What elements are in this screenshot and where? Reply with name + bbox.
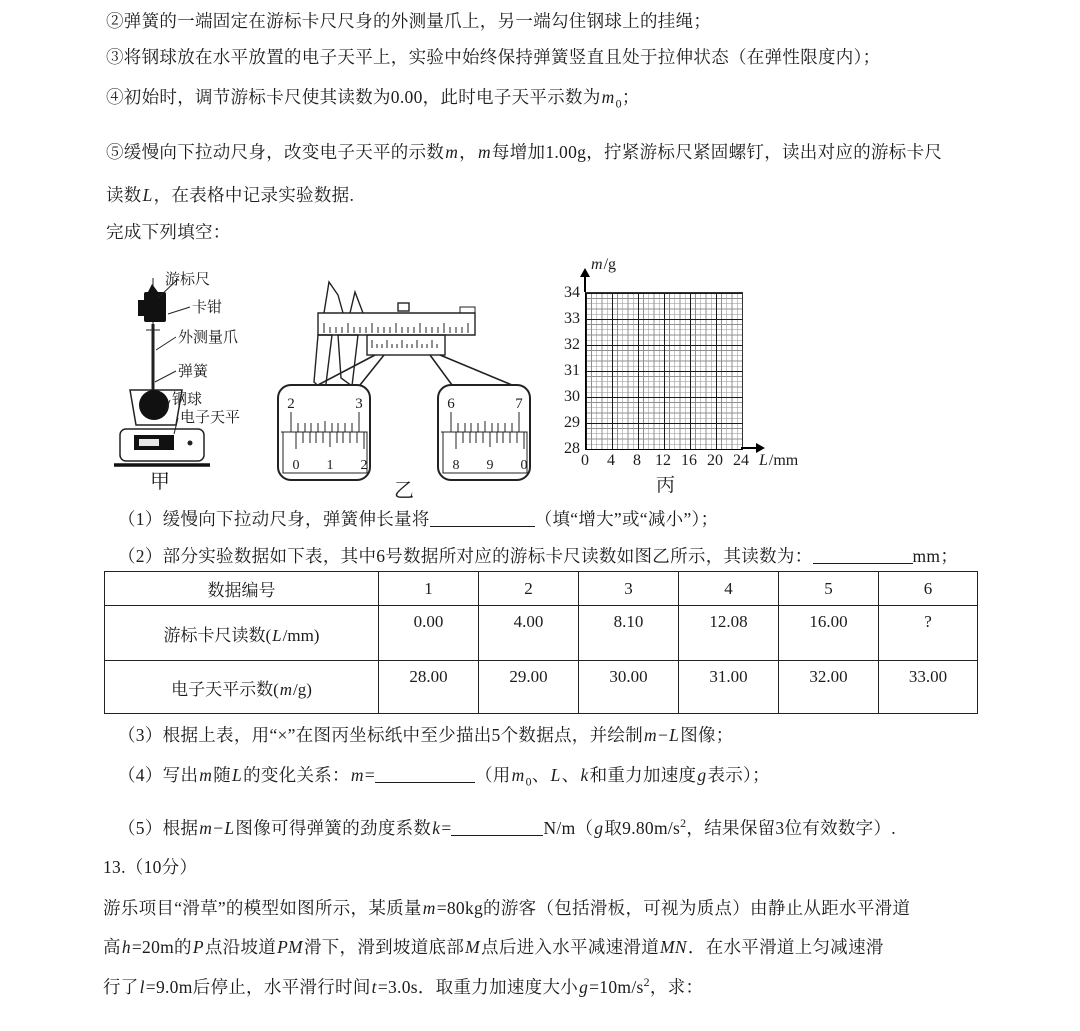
caliper-body-icon (144, 292, 166, 322)
table-cell: 16.00 (779, 606, 879, 661)
beam-scale-ticks (324, 323, 468, 333)
text-segment: ； (621, 87, 640, 107)
paragraph-step3 (106, 44, 880, 69)
text-segment: （1）缓慢向下拉动尺身，弹簧伸长量将 (118, 509, 430, 529)
text-segment: ②弹簧的一端固定在游标卡尺尺身的外测量爪上，另一端勾住钢球上的挂绳； (106, 11, 712, 31)
text-segment: 、 (531, 765, 550, 785)
table-cell: 33.00 (879, 661, 978, 714)
text-segment: =20m的 (131, 937, 192, 957)
steel-ball-icon (139, 390, 169, 420)
text-segment: 0 (525, 774, 532, 789)
text-segment: g (579, 977, 589, 997)
table-row (105, 661, 978, 714)
figure-bing-graph (556, 256, 836, 496)
text-segment: 滑下，滑到坡道底部 (303, 937, 465, 957)
text-segment: =3.0s．取重力加速度大小 (377, 977, 579, 997)
text-segment: 每增加1.00g，拧紧游标尺紧固螺钉，读出对应的游标卡尺 (491, 142, 943, 162)
label-spring: 弹簧 (178, 364, 209, 380)
text-segment: MN (660, 937, 687, 957)
question-3 (118, 722, 734, 747)
vernier-number: 2 (360, 458, 368, 473)
text-segment: 表示）； (707, 765, 770, 785)
text-segment: m (445, 142, 459, 162)
text-segment: ④初始时，调节游标卡尺使其读数为0.00，此时电子天平示数为 (106, 87, 601, 107)
y-tick: 29 (564, 414, 580, 431)
text-segment: = (441, 818, 452, 838)
callout-line (360, 355, 384, 385)
text-segment: L (224, 818, 235, 838)
problem-13-line3 (103, 974, 703, 999)
text-segment: L (142, 185, 153, 205)
paragraph-step5-line2 (106, 182, 354, 207)
table-cell: 4.00 (479, 606, 579, 661)
text-segment: 2 (643, 975, 650, 990)
text-segment: = (364, 765, 375, 785)
vernier-number: 0 (520, 458, 528, 473)
leader-line (156, 337, 176, 350)
upper-movable-jaw (350, 292, 363, 313)
text-segment: m (511, 765, 525, 785)
text-segment: PM (277, 937, 303, 957)
answer-blank (430, 511, 535, 527)
text-segment: 高 (103, 937, 121, 957)
y-tick: 32 (564, 336, 580, 353)
text-segment: （填“增大”或“减小”）； (534, 509, 719, 529)
paragraph-complete-blanks (106, 219, 231, 244)
vernier-number: 9 (486, 458, 494, 473)
y-axis-label (590, 256, 616, 274)
text-segment: k (432, 818, 441, 838)
text-segment: 、 (561, 765, 580, 785)
caption-jia: 甲 (150, 471, 170, 493)
table-cell: ? (879, 606, 978, 661)
table-header-cell: 1 (379, 572, 479, 606)
text-segment: 图像； (680, 725, 734, 745)
text-segment: /mm) (282, 625, 320, 645)
table-cell: 30.00 (579, 661, 679, 714)
text-segment: 0 (615, 96, 622, 111)
text-segment: 行了 (103, 977, 139, 997)
text-segment: L (550, 765, 561, 785)
paragraph-step4 (106, 84, 640, 112)
text-segment: g (594, 818, 604, 838)
question-5 (118, 815, 896, 840)
text-segment: （4）写出 (118, 765, 199, 785)
table-cell: 12.08 (679, 606, 779, 661)
x-tick: 20 (707, 452, 723, 469)
main-scale-number: 6 (447, 396, 455, 412)
caption-bing: 丙 (656, 475, 676, 496)
y-tick: 31 (564, 362, 580, 379)
text-segment: =10m/s (589, 977, 644, 997)
lower-movable-jaw (338, 335, 358, 386)
lock-screw-icon (398, 303, 409, 311)
lower-fixed-jaw (314, 335, 332, 392)
label-steel-ball: 钢球 (172, 392, 203, 408)
table-cell: 28.00 (379, 661, 479, 714)
text-segment: t (371, 977, 377, 997)
text-segment: ， (459, 142, 477, 162)
text-segment: M (465, 937, 481, 957)
callout-line (430, 355, 452, 385)
y-tick: 33 (564, 310, 580, 327)
text-segment: 读数 (106, 185, 142, 205)
table-header-cell: 2 (479, 572, 579, 606)
callout-line (318, 355, 375, 385)
table-row (105, 572, 978, 606)
text-segment: ③将钢球放在水平放置的电子天平上，实验中始终保持弹簧竖直且处于拉伸状态（在弹性限度内）； (106, 47, 881, 67)
callout-line (440, 355, 512, 385)
question-2 (118, 543, 958, 568)
text-segment: 点后进入水平减速滑道 (481, 937, 660, 957)
text-segment: /g) (293, 679, 312, 699)
text-segment: k (580, 765, 589, 785)
label-electronic-balance: 电子天平 (180, 410, 241, 426)
text-segment: ⑤缓慢向下拉动尺身，改变电子天平的示数 (106, 142, 445, 162)
text-segment: /g (603, 256, 617, 273)
vernier-number: 8 (452, 458, 460, 473)
text-segment: 游乐项目“滑草”的模型如图所示，某质量 (103, 898, 422, 918)
text-segment: =80kg的游客（包括滑板，可视为质点）由静止从距水平滑道 (436, 898, 911, 918)
text-segment: 电子天平示数( (171, 679, 279, 699)
text-segment: （3）根据上表，用“×”在图丙坐标纸中至少描出5个数据点，并绘制 (118, 725, 644, 745)
caption-yi: 乙 (394, 480, 414, 502)
text-segment: m (591, 256, 603, 273)
balance-button-icon (188, 441, 193, 446)
answer-blank (375, 767, 475, 783)
text-segment: m (644, 725, 657, 745)
text-segment: 游标卡尺读数( (163, 625, 272, 645)
x-tick: 0 (581, 452, 589, 469)
callout-left-magnifier (278, 385, 370, 480)
text-segment: 2 (680, 816, 687, 831)
answer-blank (813, 548, 913, 564)
text-segment: − (213, 818, 224, 838)
text-segment: 13.（10分） (103, 857, 198, 877)
text-segment: N/m（ (543, 818, 594, 838)
figure-yi-caliper (272, 270, 552, 502)
text-segment: mm； (912, 546, 959, 566)
problem-13-line2 (103, 934, 884, 959)
text-segment: （2）部分实验数据如下表，其中6号数据所对应的游标卡尺读数如图乙所示，其读数为： (118, 546, 813, 566)
text-segment: ，在表格中记录实验数据. (153, 185, 355, 205)
text-segment: m (279, 679, 293, 699)
problem-13-heading (103, 854, 197, 879)
text-segment: 完成下列填空： (106, 222, 231, 242)
paragraph-step5-line1 (106, 139, 942, 164)
table-cell: 31.00 (679, 661, 779, 714)
text-segment: /mm (768, 452, 799, 469)
problem-13-line1 (103, 895, 910, 920)
label-caliper: 卡钳 (192, 300, 223, 316)
text-segment: l (139, 977, 145, 997)
row-label-balance-reading (105, 661, 379, 714)
text-segment: 图像可得弹簧的劲度系数 (235, 818, 432, 838)
question-4 (118, 762, 770, 790)
text-segment: m (477, 142, 491, 162)
text-segment: =9.0m后停止，水平滑行时间 (145, 977, 371, 997)
leader-line (168, 307, 190, 314)
answer-blank (451, 820, 543, 836)
text-segment: L (272, 625, 282, 645)
callout-right-magnifier (438, 385, 530, 480)
table-row (105, 606, 978, 661)
text-segment: ，求： (649, 977, 704, 997)
table-cell: 29.00 (479, 661, 579, 714)
y-tick: 28 (564, 440, 580, 457)
vernier-slider (367, 335, 445, 355)
vernier-number: 0 (292, 458, 300, 473)
beam-end-step (460, 307, 475, 313)
text-segment: ．在水平滑道上匀减速滑 (687, 937, 884, 957)
label-outer-jaw: 外测量爪 (178, 330, 239, 346)
table-cell: 0.00 (379, 606, 479, 661)
x-tick: 8 (633, 452, 641, 469)
text-segment: m (199, 765, 213, 785)
balance-display-readout (139, 439, 159, 446)
text-segment: m (422, 898, 436, 918)
text-segment: ，结果保留3位有效数字）. (686, 818, 896, 838)
x-tick: 24 (733, 452, 749, 469)
main-scale-number: 2 (287, 396, 295, 412)
upper-fixed-jaw (324, 282, 343, 313)
slider-ticks (372, 340, 437, 348)
table-header-cell: 6 (879, 572, 978, 606)
text-segment: L (232, 765, 243, 785)
text-segment: m (350, 765, 364, 785)
text-segment: m (199, 818, 213, 838)
y-tick: 34 (564, 284, 580, 301)
text-segment: 随 (213, 765, 232, 785)
text-segment: 的变化关系： (243, 765, 350, 785)
text-segment: 取9.80m/s (604, 818, 681, 838)
table-cell: 32.00 (779, 661, 879, 714)
table-header-cell: 4 (679, 572, 779, 606)
table-header-cell: 数据编号 (105, 572, 379, 606)
leader-line (155, 371, 176, 382)
x-tick: 4 (607, 452, 615, 469)
text-segment: （用 (475, 765, 511, 785)
text-segment: 点沿坡道 (204, 937, 277, 957)
main-scale-number: 3 (355, 396, 363, 412)
caliper-jaw-icon (138, 300, 146, 316)
vernier-number: 1 (326, 458, 334, 473)
x-tick: 12 (655, 452, 671, 469)
x-axis-label (758, 452, 798, 470)
text-segment: g (697, 765, 707, 785)
x-tick: 16 (681, 452, 697, 469)
table-header-cell: 5 (779, 572, 879, 606)
text-segment: h (121, 937, 131, 957)
paragraph-step2 (106, 8, 711, 33)
text-segment: m (601, 87, 615, 107)
main-scale-number: 7 (515, 396, 523, 412)
question-1 (118, 506, 718, 531)
text-segment: 和重力加速度 (589, 765, 697, 785)
text-segment: P (192, 937, 204, 957)
experiment-data-table (104, 571, 978, 714)
text-segment: L (669, 725, 680, 745)
row-label-caliper-reading (105, 606, 379, 661)
table-cell: 8.10 (579, 606, 679, 661)
table-header-cell: 3 (579, 572, 679, 606)
y-tick: 30 (564, 388, 580, 405)
text-segment: L (759, 452, 768, 469)
y-axis-stub (584, 275, 586, 292)
text-segment: − (657, 725, 669, 745)
grid-plot-area (585, 292, 743, 450)
text-segment: （5）根据 (118, 818, 199, 838)
label-vernier-scale: 游标尺 (165, 272, 211, 288)
